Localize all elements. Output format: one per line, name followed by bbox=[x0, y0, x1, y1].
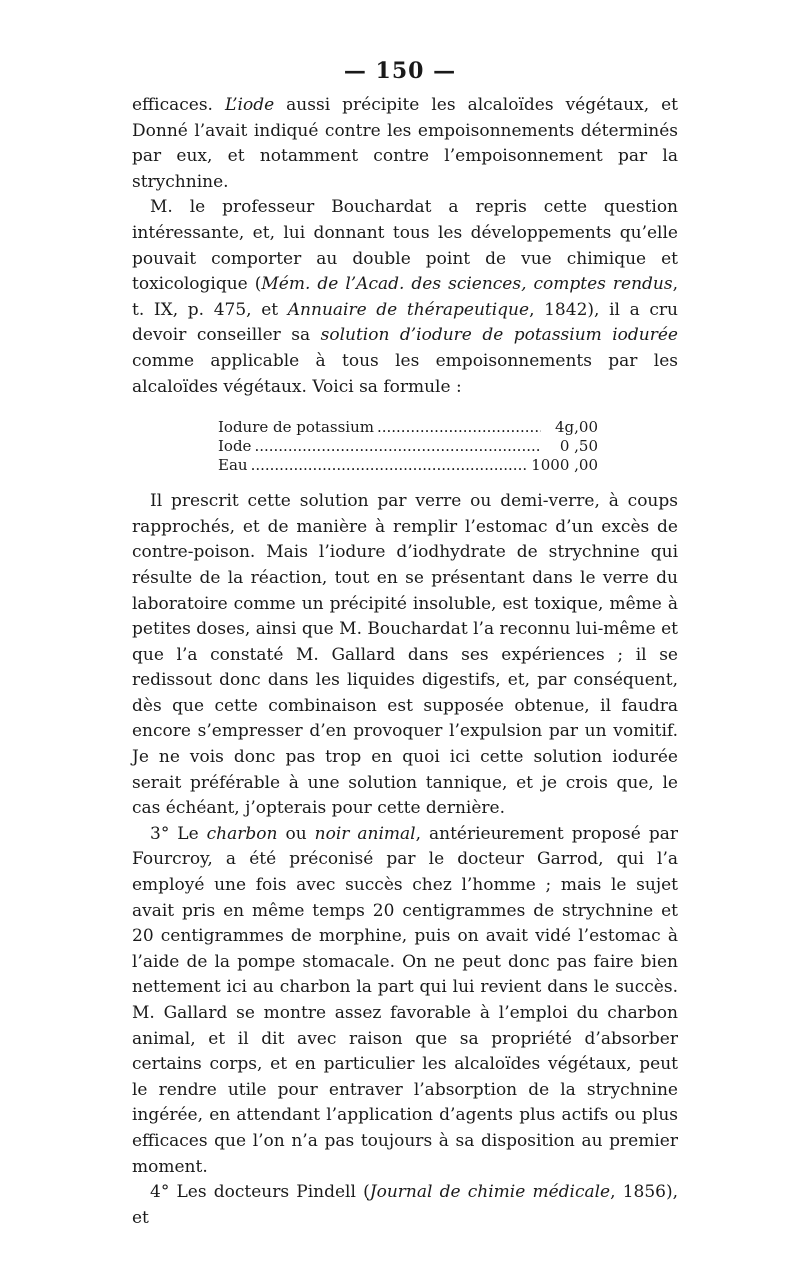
formula-row bbox=[218, 456, 598, 475]
body-text bbox=[132, 93, 678, 1231]
text-run: 3° Le bbox=[150, 823, 207, 844]
italic-run: Journal de chimie médicale bbox=[369, 1182, 611, 1203]
text-run: aussi précipite les alcaloïdes végétaux, et Donné l’avait indiqué contre les empoisonnements déterminés par eux, et notamment contre l’empoisonnement par la strychnine. bbox=[132, 95, 678, 192]
formula-quantity: 4g,00 bbox=[554, 418, 598, 437]
italic-run: noir animal bbox=[314, 823, 416, 844]
text-run: ou bbox=[277, 823, 315, 844]
paragraph-bouchardat bbox=[132, 195, 678, 400]
text-run: comme applicable à tous les empoisonnements par les alcaloïdes végétaux. Voici sa formule : bbox=[132, 350, 678, 397]
dot-leader bbox=[254, 437, 541, 456]
italic-run: Annuaire de thérapeutique bbox=[287, 299, 530, 320]
dot-leader bbox=[377, 418, 541, 437]
paragraph-prescription bbox=[132, 489, 678, 822]
formula-ingredient: Eau bbox=[218, 456, 248, 475]
text-run: , antérieurement proposé par Fourcroy, a été préconisé par le docteur Garrod, qui l’a employé une fois avec succès chez l’homme ; mais le sujet avait pris en même temps 20 centigrammes de strychnine et 20 centigrammes de morphine, puis on avait vidé l’estomac à l’aide de la pompe stomacale. On ne peut donc pas faire bien nettement ici au charbon la part qui lui revient dans le succès. M. Gallard se montre assez favorable à l’emploi du charbon animal, et il dit avec raison que sa propriété d’absorber certains corps, et en particulier les alcaloïdes végétaux, peut le rendre utile pour entraver l’absorption de la strychnine ingérée, en attendant l’application d’agents plus actifs ou plus efficaces que l’on n’a pas toujours à sa disposition au premier moment. bbox=[132, 823, 678, 1177]
italic-run: solution d’iodure de potassium iodurée bbox=[320, 325, 678, 346]
paragraph-pindell bbox=[132, 1180, 678, 1231]
italic-run: charbon bbox=[206, 823, 278, 844]
text-run: 4° Les docteurs Pindell ( bbox=[150, 1182, 370, 1203]
formula-quantity: 0 ,50 bbox=[559, 437, 598, 456]
formula-ingredient: Iodure de potassium bbox=[218, 418, 374, 437]
text-run: Il prescrit cette solution par verre ou demi-verre, à coups rapprochés, et de manière à remplir l’estomac d’un excès de contre-poison. Mais l’iodure d’iodhydrate de strychnine qui résulte de la réaction, tout en se présentant dans le verre du laboratoire comme un précipité insoluble, est toxique, même à petites doses, ainsi que M. Bouchardat l’a reconnu lui-même et que l’a constaté M. Gallard dans ses expériences ; il se redissout donc dans les liquides digestifs, et, par conséquent, dès que cette combinaison est supposée obtenue, il faudra encore s’empresser d’en provoquer l’expulsion par un vomitif. Je ne vois donc pas trop en quoi ici cette solution iodurée serait préférable à une solution tannique, et je crois que, le cas échéant, j’opterais pour cette dernière. bbox=[132, 491, 678, 819]
formula-ingredient: Iode bbox=[218, 437, 252, 456]
text-run: , t. IX, p. 475, et bbox=[132, 274, 678, 320]
formula-quantity: 1000 ,00 bbox=[531, 456, 598, 475]
formula-row bbox=[218, 418, 598, 437]
text-run: , 1842), il a cru devoir conseiller sa bbox=[132, 299, 678, 346]
dot-leader bbox=[251, 456, 529, 475]
italic-run: Mém. de l’Acad. des sciences, comptes rendus bbox=[261, 274, 673, 295]
paragraph-efficacy-iode bbox=[132, 93, 678, 195]
page-number: — 150 — bbox=[343, 58, 457, 84]
text-run: , 1856), et bbox=[132, 1182, 679, 1228]
formula-table bbox=[218, 418, 598, 475]
italic-run: L’iode bbox=[224, 95, 275, 115]
paragraph-charbon bbox=[132, 822, 678, 1180]
text-run: M. le professeur Bouchardat a repris cette question intéressante, et, lui donnant tous les développements qu’elle pouvait comporter au double point de vue chimique et toxicologique ( bbox=[132, 197, 678, 295]
formula-row bbox=[218, 437, 598, 456]
text-run: efficaces. bbox=[132, 95, 225, 115]
